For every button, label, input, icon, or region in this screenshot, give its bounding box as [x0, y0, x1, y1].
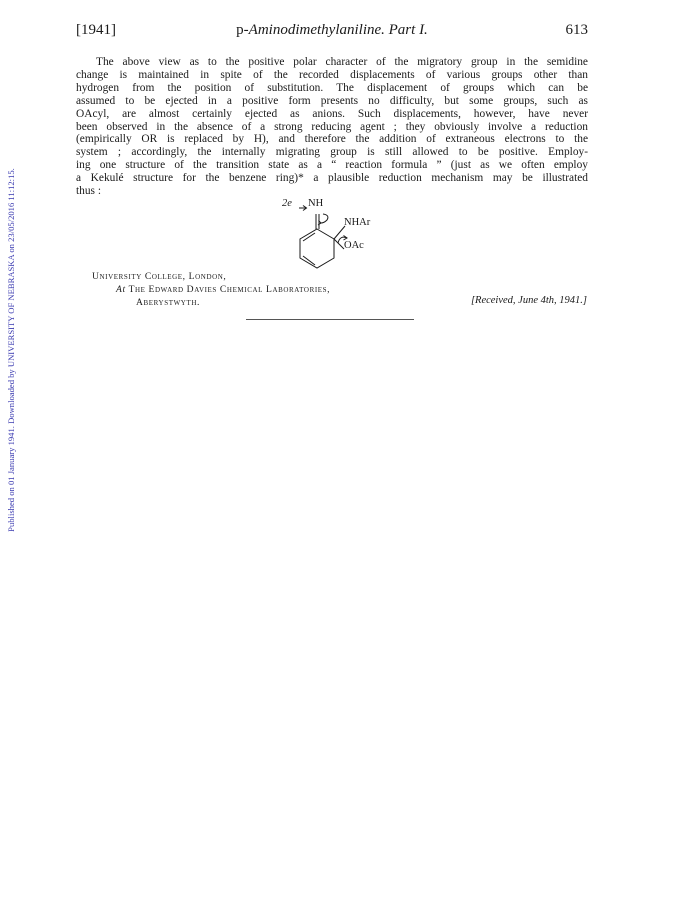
paragraph-line: been observed in the absence of a strong reducing agent ; they obviously involve a reduction — [76, 120, 588, 133]
paragraph-line: a Kekulé structure for the benzene ring)* a plausible reduction mechanism may be illustrated — [76, 172, 588, 185]
address-line-2 — [92, 283, 330, 296]
curly-arrow — [321, 214, 328, 223]
paragraph-line: thus : — [76, 185, 102, 198]
address-line-2-prefix: At — [116, 284, 126, 295]
journal-year: [1941] — [76, 22, 116, 38]
paragraph-line: OAcyl, are almost certainly ejected as anions. Such displacements, however, have never — [76, 107, 588, 120]
oac-label: OAc — [344, 240, 364, 251]
electron-label — [282, 198, 292, 209]
paragraph-line: assumed to be ejected in a positive form presents no difficulty, but some groups, such as — [76, 94, 588, 107]
page-number: 613 — [565, 22, 588, 38]
paragraph-line: (empirically OR is replaced by H), and therefore the addition of extraneous electrons to the — [76, 133, 588, 146]
running-title — [76, 22, 588, 39]
benzene-ring — [300, 229, 334, 268]
body-paragraph — [76, 56, 588, 198]
paragraph-line: ing one structure of the transition state as a “ reaction formula ” (just as we often employ — [76, 159, 588, 172]
reaction-formula — [282, 196, 412, 276]
author-address — [92, 270, 330, 309]
reaction-formula-drawing — [282, 196, 412, 276]
address-line-1: University College, London, — [92, 271, 227, 282]
nhar-label: NHAr — [344, 217, 371, 228]
paragraph-line: system ; accordingly, the internally migrating group is still allowed to be positive. Employ- — [76, 146, 588, 159]
download-notice-text: Published on 01 January 1941. Downloaded by UNIVERSITY OF NEBRASKA on 23/05/2016 11:12:15. — [6, 168, 16, 532]
page-header — [76, 22, 588, 44]
download-notice — [4, 120, 18, 580]
end-rule — [246, 319, 414, 320]
address-line-3: Aberystwyth. — [136, 297, 200, 308]
running-title-prefix: p- — [236, 22, 249, 38]
paragraph-line: change is maintained in spite of the recorded displacements of various groups other than — [76, 68, 588, 81]
running-title-text: Aminodimethylaniline. Part I. — [248, 22, 428, 38]
address-line-2-text: The Edward Davies Chemical Laboratories, — [128, 284, 331, 295]
electron-label-text: 2e — [282, 198, 292, 209]
nh-label: NH — [308, 198, 324, 209]
received-date: [Received, June 4th, 1941.] — [470, 295, 587, 306]
paragraph-line: hydrogen from the position of substitution. The displacement of groups which can be — [76, 81, 588, 94]
paragraph-line: The above view as to the positive polar character of the migratory group in the semidine — [96, 56, 588, 68]
